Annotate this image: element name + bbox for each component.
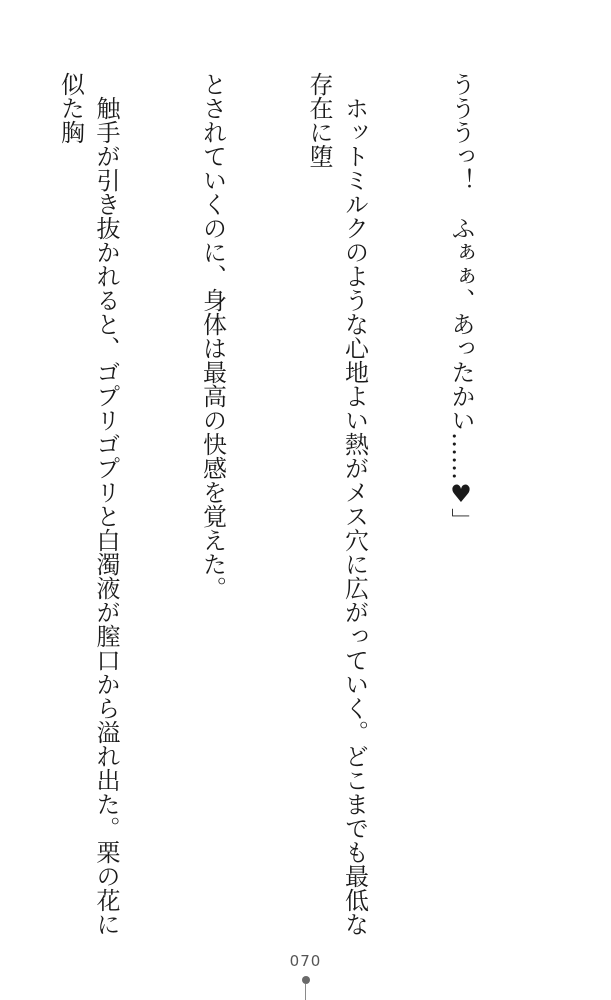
vertical-text-block xyxy=(0,72,549,952)
folio-dot-icon xyxy=(302,976,310,984)
folio-rule xyxy=(305,984,306,1000)
page-number: 070 xyxy=(289,952,322,970)
text-line: うううっ！ ふぁぁ、あったかい……♥」 xyxy=(447,72,475,532)
text-line: ホットミルクのような心地よい熱がメス穴に広がっていく。どこまでも最低な存在に堕 xyxy=(305,72,369,936)
text-line: とされていくのに、身体は最高の快感を覚えた。 xyxy=(198,72,227,600)
text-line: 触手が引き抜かれると、ゴプリゴプリと白濁液が膣口から溢れ出た。栗の花に似た胸 xyxy=(56,72,120,936)
